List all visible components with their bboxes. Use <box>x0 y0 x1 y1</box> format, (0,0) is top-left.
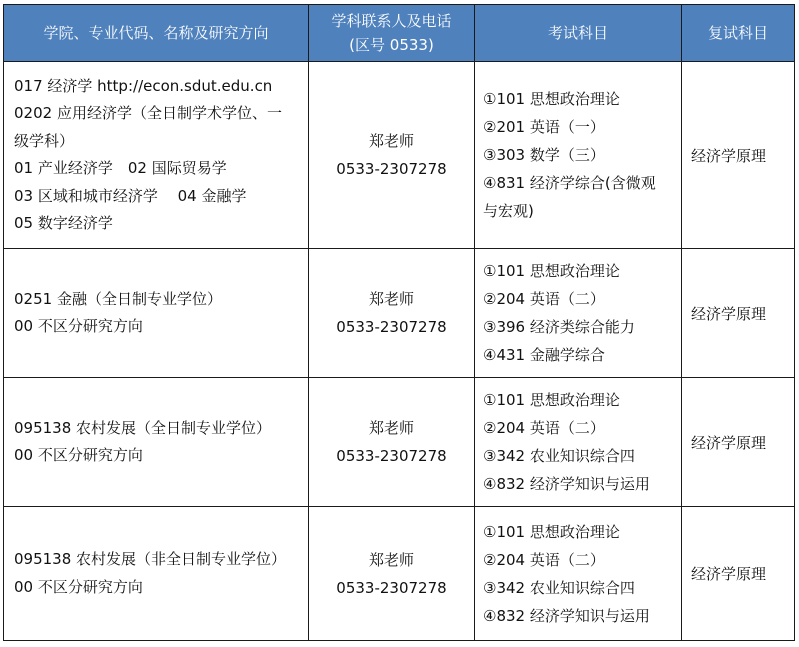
exam-subject: ③303 数学（三） <box>483 146 605 164</box>
header-exam: 考试科目 <box>475 5 682 62</box>
table-row <box>4 378 795 507</box>
major-line: 0251 金融（全日制专业学位） <box>14 289 222 308</box>
major-cell <box>4 62 309 249</box>
major-line: 095138 农村发展（全日制专业学位） <box>14 418 272 437</box>
header-retest: 复试科目 <box>682 5 795 62</box>
major-line: 017 经济学 http://econ.sdut.edu.cn <box>14 76 273 95</box>
table-row <box>4 62 795 249</box>
exam-subject: ④832 经济学知识与运用 <box>483 475 650 493</box>
header-contact-areacode: (区号 0533) <box>349 36 434 54</box>
table-row <box>4 249 795 378</box>
exam-subjects-cell <box>475 507 682 641</box>
major-line: 0202 应用经济学（全日制学术学位、一 <box>14 104 282 122</box>
contact-cell <box>309 507 475 641</box>
exam-subject: ④831 经济学综合(含微观 <box>483 174 656 192</box>
retest-cell: 经济学原理 <box>682 249 795 378</box>
exam-subjects-cell <box>475 249 682 378</box>
exam-subject: ③342 农业知识综合四 <box>483 447 635 465</box>
exam-subject: ②204 英语（二） <box>483 419 605 437</box>
retest-cell: 经济学原理 <box>682 62 795 249</box>
table-header <box>4 5 795 62</box>
exam-subject: ②204 英语（二） <box>483 550 605 569</box>
retest-cell: 经济学原理 <box>682 378 795 507</box>
header-contact <box>309 5 475 62</box>
contact-name: 郑老师 <box>368 550 414 569</box>
contact-cell <box>309 249 475 378</box>
table-row <box>4 507 795 641</box>
exam-subject: ①101 思想政治理论 <box>483 391 620 409</box>
major-line: 00 不区分研究方向 <box>14 577 143 596</box>
contact-phone: 0533-2307278 <box>336 160 447 178</box>
major-line: 级学科） <box>14 131 75 150</box>
contact-phone: 0533-2307278 <box>336 318 447 336</box>
header-major: 学院、专业代码、名称及研究方向 <box>4 5 309 62</box>
exam-subject: ④431 金融学综合 <box>483 346 605 364</box>
header-row <box>4 5 795 62</box>
retest-cell: 经济学原理 <box>682 507 795 641</box>
contact-name: 郑老师 <box>368 132 414 150</box>
exam-subject: ②201 英语（一） <box>483 118 605 136</box>
exam-subject: ①101 思想政治理论 <box>483 522 620 541</box>
header-contact-title: 学科联系人及电话 <box>331 12 452 30</box>
admissions-table <box>3 4 795 641</box>
exam-subject: ①101 思想政治理论 <box>483 90 620 108</box>
contact-cell <box>309 378 475 507</box>
exam-subject: 与宏观) <box>483 202 534 220</box>
major-cell <box>4 249 309 378</box>
major-line: 00 不区分研究方向 <box>14 317 143 335</box>
major-line: 095138 农村发展（非全日制专业学位） <box>14 550 287 568</box>
contact-name: 郑老师 <box>368 419 414 437</box>
exam-subjects-cell <box>475 62 682 249</box>
contact-phone: 0533-2307278 <box>336 578 447 597</box>
exam-subject: ③396 经济类综合能力 <box>483 318 635 336</box>
major-cell <box>4 507 309 641</box>
exam-subject: ②204 英语（二） <box>483 290 605 308</box>
contact-phone: 0533-2307278 <box>336 447 447 465</box>
exam-subjects-cell <box>475 378 682 507</box>
exam-subject: ③342 农业知识综合四 <box>483 578 635 597</box>
major-line: 03 区域和城市经济学 04 金融学 <box>14 186 247 205</box>
major-line: 01 产业经济学 02 国际贸易学 <box>14 159 227 177</box>
contact-cell <box>309 62 475 249</box>
contact-name: 郑老师 <box>368 290 414 308</box>
exam-subject: ①101 思想政治理论 <box>483 262 620 280</box>
exam-subject: ④832 经济学知识与运用 <box>483 606 650 625</box>
major-line: 00 不区分研究方向 <box>14 446 143 464</box>
major-cell <box>4 378 309 507</box>
major-line: 05 数字经济学 <box>14 214 113 232</box>
